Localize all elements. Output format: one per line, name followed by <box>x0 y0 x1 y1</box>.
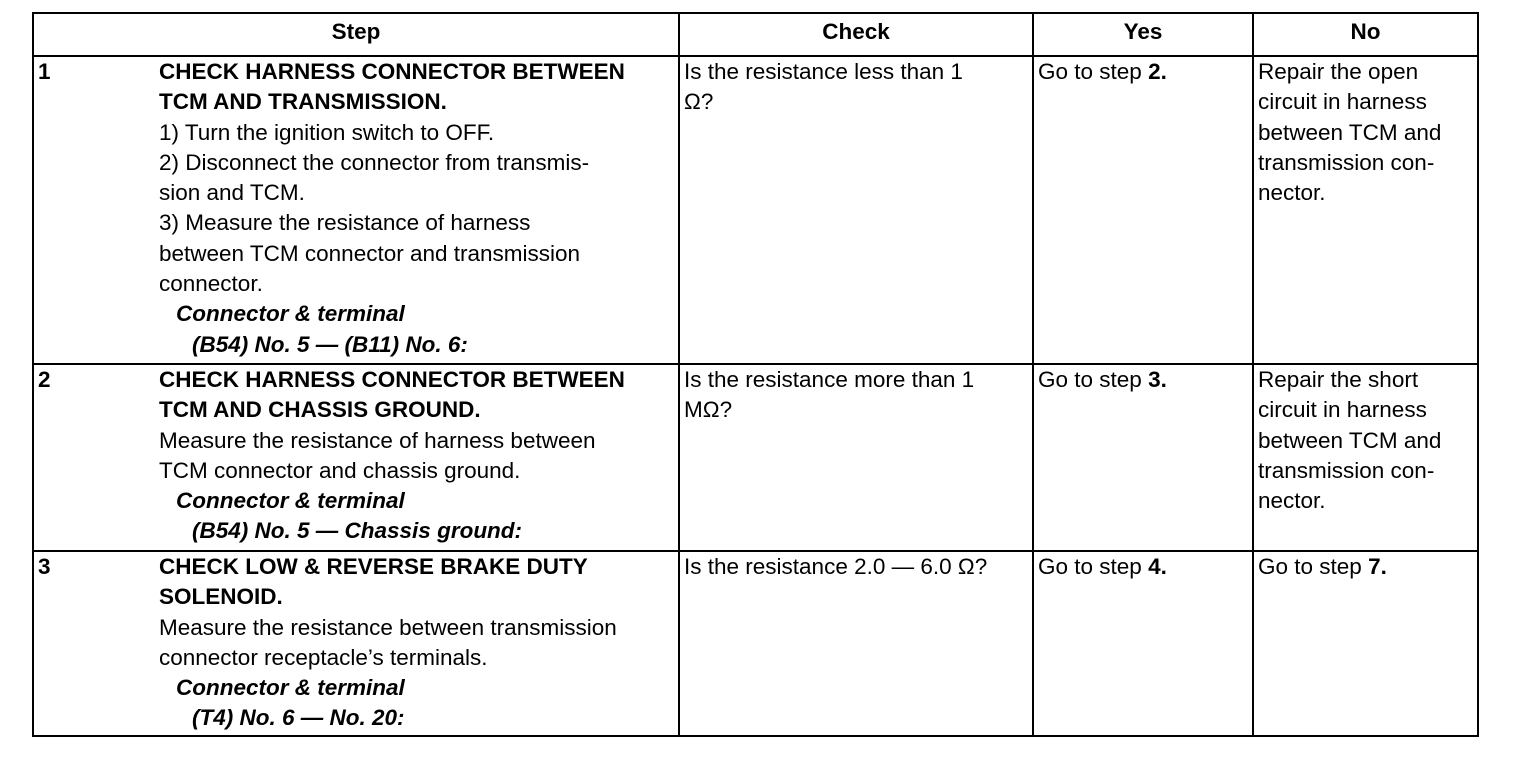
no-text: nector. <box>1258 488 1326 514</box>
yes-step: 2. <box>1148 59 1167 84</box>
no-text: circuit in harness <box>1258 397 1427 423</box>
check-cell <box>679 551 1033 736</box>
yes-prefix: Go to step <box>1038 367 1149 392</box>
check-cell <box>679 56 1033 364</box>
check-text: Is the resistance more than 1 <box>684 367 975 392</box>
connector-value: (B54) No. 5 — (B11) No. 6: <box>192 331 468 357</box>
instruction-line: Measure the resistance of harness between <box>159 427 596 453</box>
instruction-line: 3) Measure the resistance of harness <box>159 210 531 236</box>
check-text: Is the resistance less than 1 <box>684 59 963 84</box>
instruction-line: Measure the resistance between transmission <box>159 614 617 640</box>
step-number: 3 <box>38 554 51 579</box>
no-step: 7. <box>1368 554 1387 579</box>
instruction-line: TCM connector and chassis ground. <box>159 457 521 483</box>
no-text: nector. <box>1258 180 1326 206</box>
no-text: Repair the short <box>1258 367 1419 392</box>
connector-label: Connector & terminal <box>176 675 405 701</box>
check-cell <box>679 364 1033 551</box>
yes-step: 3. <box>1148 367 1167 392</box>
no-cell <box>1253 364 1478 551</box>
check-text: Is the resistance 2.0 — 6.0 Ω? <box>684 554 988 579</box>
header-yes: Yes <box>1033 13 1253 56</box>
yes-cell <box>1033 56 1253 364</box>
instruction-line: connector. <box>159 271 263 297</box>
step-number: 2 <box>38 367 51 392</box>
header-check: Check <box>679 13 1033 56</box>
step-title: CHECK HARNESS CONNECTOR BETWEEN <box>159 59 625 84</box>
check-text: MΩ? <box>684 397 733 423</box>
yes-prefix: Go to step <box>1038 59 1149 84</box>
diagnostic-table <box>32 12 1479 737</box>
header-no: No <box>1253 13 1478 56</box>
table-row <box>33 364 1478 551</box>
no-cell <box>1253 551 1478 736</box>
step-title: SOLENOID. <box>159 584 283 610</box>
yes-cell <box>1033 551 1253 736</box>
check-text: Ω? <box>684 89 714 115</box>
instruction-line: 2) Disconnect the connector from transmis- <box>159 149 590 175</box>
connector-label: Connector & terminal <box>176 488 405 514</box>
header-step: Step <box>33 13 679 56</box>
step-cell <box>33 56 679 364</box>
yes-prefix: Go to step <box>1038 554 1149 579</box>
table-row <box>33 551 1478 736</box>
step-title: CHECK HARNESS CONNECTOR BETWEEN <box>159 367 625 392</box>
connector-value: (B54) No. 5 — Chassis ground: <box>192 518 523 544</box>
no-prefix: Go to step <box>1258 554 1369 579</box>
no-text: circuit in harness <box>1258 89 1427 115</box>
yes-cell <box>1033 364 1253 551</box>
header-row <box>33 13 1478 56</box>
table-row <box>33 56 1478 364</box>
step-number: 1 <box>38 59 51 84</box>
no-text: Repair the open <box>1258 59 1419 84</box>
connector-label: Connector & terminal <box>176 301 405 327</box>
step-title: CHECK LOW & REVERSE BRAKE DUTY <box>159 554 588 579</box>
step-title: TCM AND TRANSMISSION. <box>159 89 447 115</box>
connector-value: (T4) No. 6 — No. 20: <box>192 705 405 731</box>
step-cell <box>33 551 679 736</box>
no-text: transmission con- <box>1258 149 1435 175</box>
no-cell <box>1253 56 1478 364</box>
yes-step: 4. <box>1148 554 1167 579</box>
instruction-line: between TCM connector and transmission <box>159 240 581 266</box>
instruction-line: connector receptacle’s terminals. <box>159 644 488 670</box>
instruction-line: sion and TCM. <box>159 180 305 206</box>
step-cell <box>33 364 679 551</box>
instruction-line: 1) Turn the ignition switch to OFF. <box>159 119 495 145</box>
no-text: between TCM and <box>1258 427 1442 453</box>
step-title: TCM AND CHASSIS GROUND. <box>159 397 481 423</box>
no-text: transmission con- <box>1258 457 1435 483</box>
no-text: between TCM and <box>1258 119 1442 145</box>
